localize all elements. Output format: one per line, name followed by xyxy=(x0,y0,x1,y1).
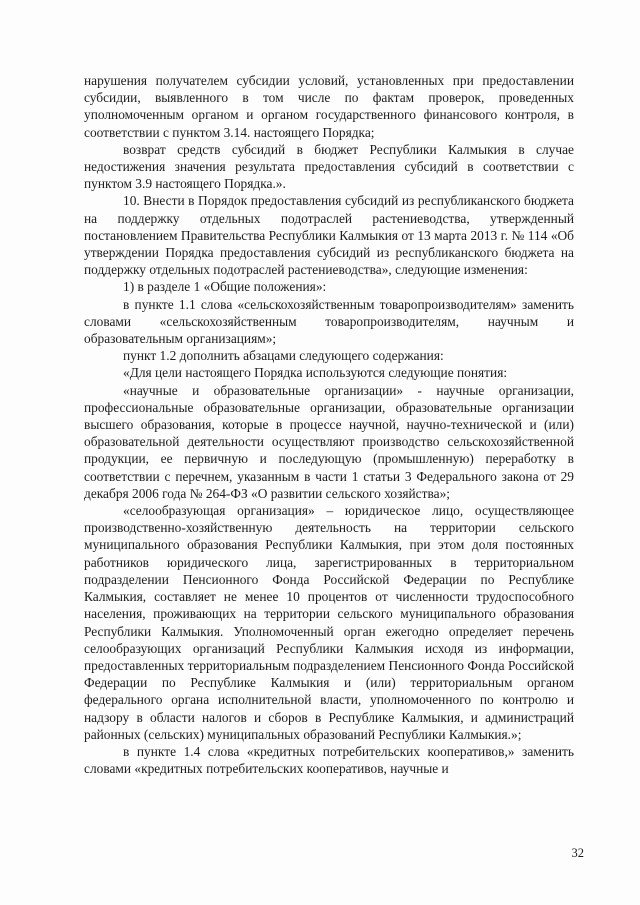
paragraph-9: «селообразующая организация» – юридическое лицо, осуществляющее производственно-хозяйственную деятельность на территории сельского муниципального образования Республики Калмыкия, при этом доля постоянных работников юридического лица, зарегистрированных в территориальном подразделении Пенсионного Фонда Российской Федерации по Республике Калмыкия, составляет не менее 10 процентов от численности трудоспособного населения, проживающих на территории сельского муниципального образования Республики Калмыкия. Уполномоченный орган ежегодно определяет перечень селообразующих организаций Республики Калмыкия исходя из информации, предоставленных территориальным подразделением Пенсионного Фонда Российской Федерации по Республике Калмыкия и (или) территориальным органом федерального органа исполнительной власти, уполномоченного по контролю и надзору в области налогов и сборов в Республике Калмыкия, и администраций районных (сельских) муниципальных образований Республики Калмыкия.»; xyxy=(84,503,574,742)
paragraph-6: пункт 1.2 дополнить абзацами следующего содержания: xyxy=(123,348,444,364)
page-number: 32 xyxy=(571,846,584,860)
paragraph-5: в пункте 1.1 слова «сельскохозяйственным товаропроизводителям» заменить словами «сельскохозяйственным товаропроизводителям, научным и образовательным организациям»; xyxy=(84,296,574,347)
paragraph-1: нарушения получателем субсидии условий, установленных при предоставлении субсидии, выявленного в том числе по фактам проверок, проведенных уполномоченным органом и органом государственного финансового контроля, в соответствии с пунктом 3.14. настоящего Порядка; xyxy=(84,73,574,140)
paragraph-2: возврат средств субсидий в бюджет Республики Калмыкия в случае недостижения значения результата предоставления субсидий в соответствии с пунктом 3.9 настоящего Порядка.». xyxy=(84,141,574,192)
paragraph-10: в пункте 1.4 слова «кредитных потребительских кооперативов,» заменить словами «кредитных потребительских кооперативов, научные и xyxy=(84,743,574,777)
paragraph-8: «научные и образовательные организации» - научные организации, профессиональные образовательные организации, образовательные организации высшего образования, которые в процессе научной, научно-технической и (или) образовательной деятельности осуществляют производство сельскохозяйственной продукции, ее первичную и последующую (промышленную) переработку в соответствии с перечнем, указанным в части 1 статьи 3 Федерального закона от 29 декабря 2006 года № 264-ФЗ «О развитии сельского хозяйства»; xyxy=(84,382,574,501)
paragraph-4: 1) в разделе 1 «Общие положения»: xyxy=(123,279,327,295)
paragraph-3: 10. Внести в Порядок предоставления субсидий из республиканского бюджета на поддержку отдельных подотраслей растениеводства, утвержденный постановлением Правительства Республики Калмыкия от 13 марта 2013 г. № 114 «Об утверждении Порядка предоставления субсидий из республиканского бюджета на поддержку отдельных подотраслей растениеводства», следующие изменения: xyxy=(84,193,574,278)
paragraph-7: «Для цели настоящего Порядка используются следующие понятия: xyxy=(123,365,508,381)
document-body xyxy=(84,72,574,777)
